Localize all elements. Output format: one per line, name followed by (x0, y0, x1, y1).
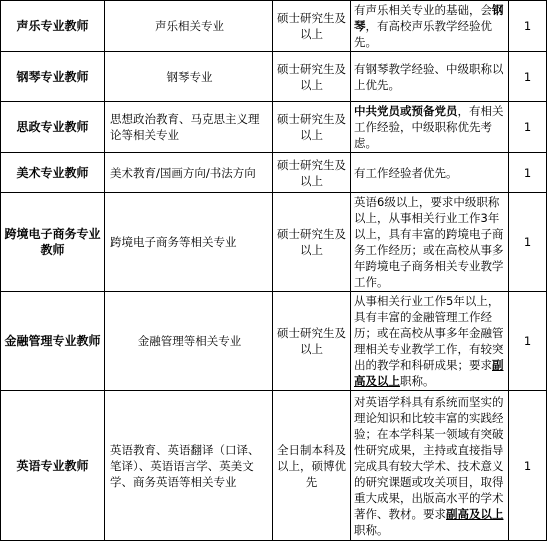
count-cell: 1 (509, 1, 547, 52)
requirement-text: 有钢琴教学经验、中级职称以上优先。 (354, 61, 504, 92)
major-cell: 钢琴专业 (105, 52, 273, 102)
requirement-cell (351, 153, 509, 193)
requirement-text: 从事相关行业工作5年以上，具有丰富的金融管理工作经历；或在高校从事多年金融管理相关专业教学工作，有较突出的教学和科研成果；要求 (354, 294, 504, 372)
count-cell: 1 (509, 153, 547, 193)
position-cell: 金融管理专业教师 (1, 292, 105, 391)
count-cell: 1 (509, 193, 547, 292)
major-cell: 思想政治教育、马克思主义理论等相关专业 (105, 102, 273, 153)
education-cell: 硕士研究生及以上 (273, 1, 351, 52)
major-cell: 英语教育、英语翻译（口译、笔译）、英语语言学、英美文学、商务英语等相关专业 (105, 391, 273, 541)
table-row (1, 292, 547, 391)
education-cell: 硕士研究生及以上 (273, 193, 351, 292)
position-cell: 声乐专业教师 (1, 1, 105, 52)
major-cell: 美术教育/国画方向/书法方向 (105, 153, 273, 193)
position-cell: 思政专业教师 (1, 102, 105, 153)
requirement-emphasis: 副高及以上 (354, 358, 504, 388)
requirement-cell (351, 52, 509, 102)
requirement-cell (351, 391, 509, 541)
requirement-text: 英语6级以上，要求中级职称以上，从事相关行业工作3年以上，具有丰富的跨境电子商务工作经历；或在高校从事多年跨境电子商务相关专业教学工作。 (354, 195, 504, 289)
position-cell: 英语专业教师 (1, 391, 105, 541)
table-row (1, 391, 547, 541)
count-cell: 1 (509, 391, 547, 541)
requirement-text: 职称。 (400, 374, 435, 388)
requirement-emphasis: 钢琴 (354, 3, 504, 33)
position-cell: 跨境电子商务专业教师 (1, 193, 105, 292)
requirement-emphasis: 副高及以上 (446, 506, 504, 521)
major-cell: 金融管理等相关专业 (105, 292, 273, 391)
table-row (1, 193, 547, 292)
table-row (1, 102, 547, 153)
education-cell: 硕士研究生及以上 (273, 153, 351, 193)
table-row (1, 153, 547, 193)
education-cell: 硕士研究生及以上 (273, 292, 351, 391)
requirement-cell (351, 292, 509, 391)
count-cell: 1 (509, 52, 547, 102)
requirement-cell (351, 193, 509, 292)
requirement-text: ，有相关工作经验，中级职称优先考虑。 (354, 104, 504, 150)
education-cell: 硕士研究生及以上 (273, 52, 351, 102)
requirement-cell (351, 102, 509, 153)
major-cell: 跨境电子商务等相关专业 (105, 193, 273, 292)
table-body (1, 1, 547, 541)
position-cell: 美术专业教师 (1, 153, 105, 193)
position-cell: 钢琴专业教师 (1, 52, 105, 102)
table-row (1, 52, 547, 102)
requirement-cell (351, 1, 509, 52)
requirement-text: 对英语学科具有系统而坚实的理论知识和比较丰富的实践经验；在本学科某一领域有突破性研究成果，主持或直接指导完成具有较大学术、技术意义的研究课题或攻关项目，取得重大成果，出版高水平的学术著作、教材。要求 (354, 394, 504, 521)
education-cell: 全日制本科及以上，硕博优先 (273, 391, 351, 541)
major-cell: 声乐相关专业 (105, 1, 273, 52)
requirement-text: 职称。 (354, 522, 389, 537)
education-cell: 硕士研究生及以上 (273, 102, 351, 153)
requirement-text: ，有高校声乐教学经验优先。 (354, 19, 492, 49)
requirement-text: 有工作经验者优先。 (354, 165, 458, 180)
table-row (1, 1, 547, 52)
requirement-text: 有声乐相关专业的基础，会 (354, 3, 492, 17)
count-cell: 1 (509, 102, 547, 153)
count-cell: 1 (509, 292, 547, 391)
requirement-emphasis: 中共党员或预备党员 (354, 104, 458, 118)
